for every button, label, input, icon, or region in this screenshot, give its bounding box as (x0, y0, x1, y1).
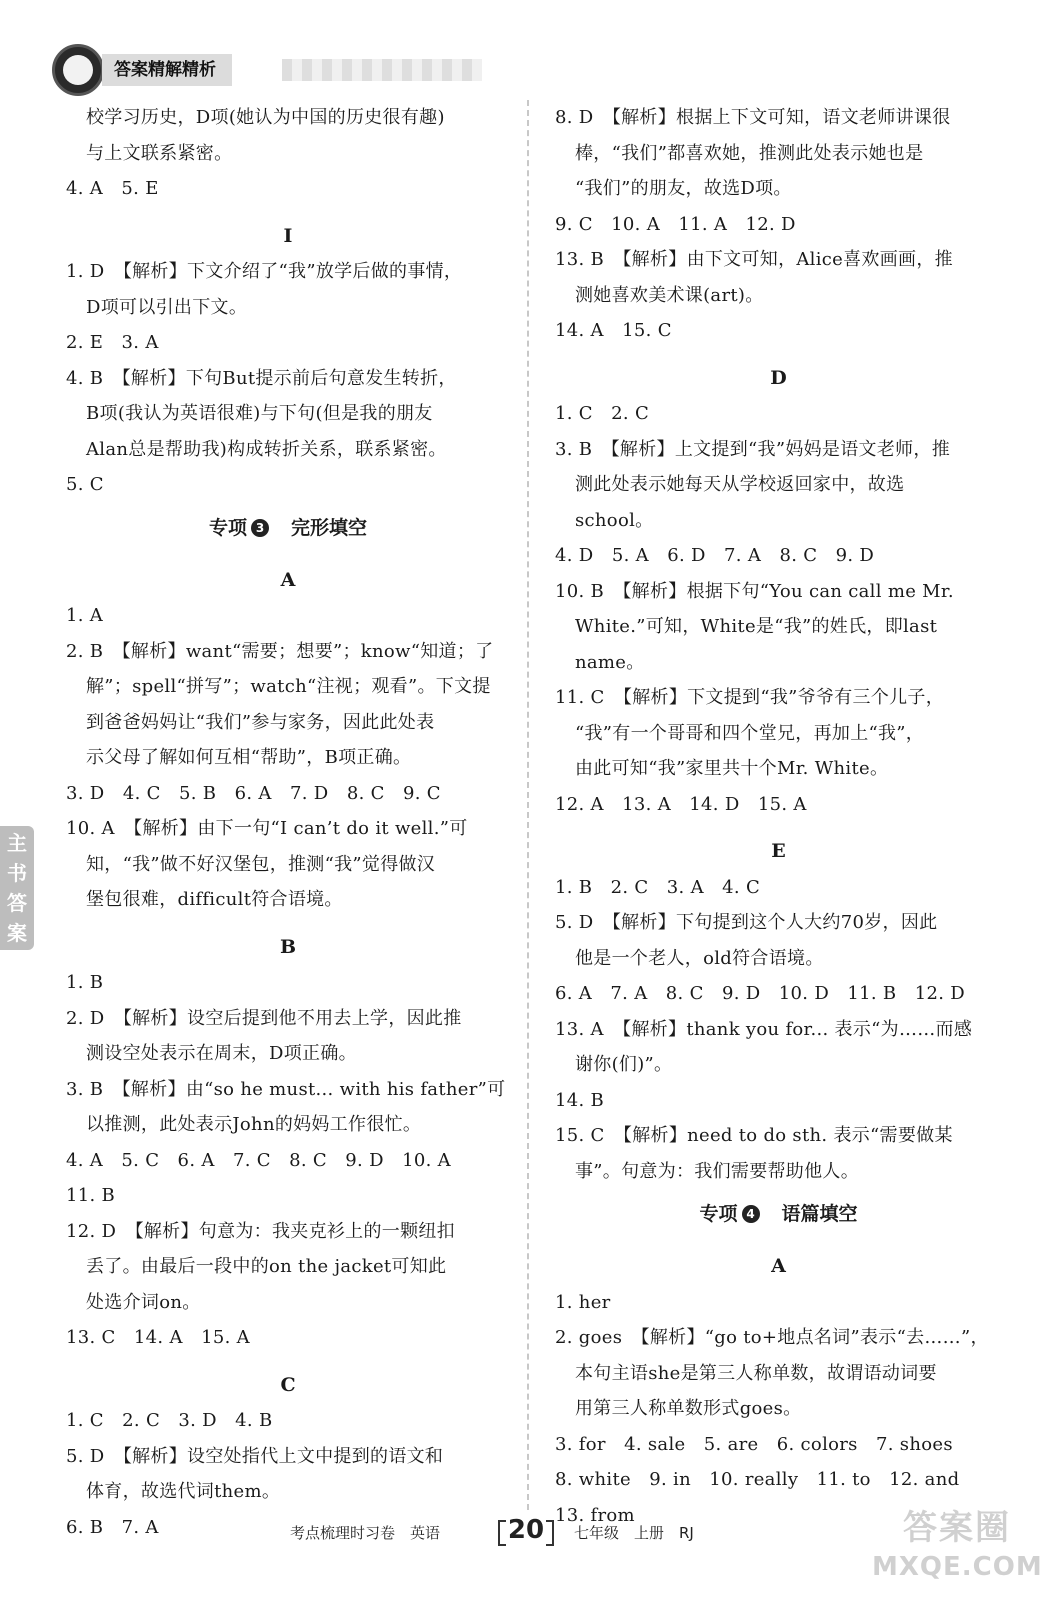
answer-continuation: 到爸爸妈妈让“我们”参与家务，因此此处表 (86, 711, 435, 733)
right-column (555, 100, 1002, 1533)
answer-line: 2. goes 【解析】“go to+地点名词”表示“去……”， (555, 1327, 989, 1348)
answer-line: 5. C (66, 474, 104, 495)
answer-continuation: 谢你(们)”。 (575, 1054, 673, 1075)
answer-line: 2. B 【解析】want“需要；想要”；know“知道；了 (66, 640, 494, 662)
answer-line: 5. D 【解析】设空处指代上文中提到的语文和 (66, 1445, 444, 1467)
answer-line: 11. B (66, 1185, 116, 1206)
answer-continuation: school。 (575, 509, 654, 531)
topic-title: 完形填空 (291, 516, 368, 539)
answer-line: 1. B 2. C 3. A 4. C (555, 876, 761, 898)
column-divider (527, 100, 529, 1510)
watermark (872, 1506, 1042, 1592)
answer-line: 10. A 【解析】由下一句“I can’t do it well.”可 (66, 818, 468, 839)
answer-line: 4. D 5. A 6. D 7. A 8. C 9. D (555, 545, 875, 566)
answer-continuation: 以推测，此处表示John的妈妈工作很忙。 (86, 1114, 422, 1135)
answer-line: 1. B (66, 972, 104, 993)
section-letter: A (771, 1255, 786, 1277)
watermark-line2: MXQE.COM (872, 1552, 1043, 1582)
topic-title: 语篇填空 (781, 1203, 858, 1225)
answer-continuation: 他是一个老人，old符合语境。 (575, 947, 824, 969)
answer-line: 3. D 4. C 5. B 6. A 7. D 8. C 9. C (66, 782, 441, 804)
section-letter: D (770, 366, 787, 389)
answer-continuation: 本句主语she是第三人称单数，故谓语动词要 (575, 1362, 937, 1384)
section-gap (66, 1356, 510, 1368)
answer-line: 8. white 9. in 10. really 11. to 12. and (555, 1469, 960, 1490)
publisher-logo-icon (52, 44, 104, 96)
answer-continuation: 与上文联系紧密。 (86, 142, 233, 164)
answer-line: 4. A 5. C 6. A 7. C 8. C 9. D 10. A (66, 1149, 451, 1171)
answer-continuation: 解”；spell“拼写”；watch“注视；观看”。下文提 (86, 676, 491, 697)
answer-continuation: 事”。句意为：我们需要帮助他人。 (575, 1160, 860, 1182)
answer-continuation: 知，“我”做不好汉堡包，推测“我”觉得做汉 (86, 853, 436, 875)
topic-number-badge: 4 (742, 1205, 760, 1223)
answer-line: 2. D 【解析】设空后提到他不用去上学，因此推 (66, 1007, 462, 1029)
topic-prefix: 专项 (699, 1203, 738, 1225)
answer-continuation: 测她喜欢美术课(art)。 (575, 284, 764, 306)
footer-book-title: 考点梳理时习卷 英语 (290, 1524, 441, 1542)
answer-line: 11. C 【解析】下文提到“我”爷爷有三个儿子， (555, 687, 945, 708)
answer-line: 9. C 10. A 11. A 12. D (555, 213, 796, 235)
section-letter: A (280, 568, 296, 591)
answer-line: 10. B 【解析】根据下句“You can call me Mr. (555, 580, 954, 602)
answer-line: 1. A (66, 605, 104, 626)
answer-line: 3. for 4. sale 5. are 6. colors 7. shoes (555, 1433, 953, 1455)
section-letter: B (279, 935, 297, 958)
section-gap (555, 822, 1002, 834)
section-gap (66, 551, 510, 563)
answer-continuation: 校学习历史，D项(她认为中国的历史很有趣) (86, 107, 445, 128)
header-decoration (282, 59, 482, 81)
answer-line: 8. D 【解析】根据上下文可知，语文老师讲课很 (555, 107, 951, 128)
answer-line: 13. B 【解析】由下文可知，Alice喜欢画画，推 (555, 249, 953, 270)
topic-heading (555, 1189, 1002, 1237)
answer-line: 1. C 2. C 3. D 4. B (66, 1410, 273, 1431)
answer-line: 1. D 【解析】下文介绍了“我”放学后做的事情， (66, 261, 463, 282)
side-tab (0, 826, 34, 950)
answer-line: 14. A 15. C (555, 320, 672, 341)
answer-line: 15. C 【解析】need to do sth. 表示“需要做某 (555, 1125, 953, 1146)
answer-continuation: 堡包很难，difficult符合语境。 (86, 889, 343, 910)
left-column (66, 100, 510, 1545)
answer-line: 14. B (555, 1089, 605, 1111)
answer-continuation: name。 (575, 651, 645, 673)
answer-continuation: 体育，故选代词them。 (86, 1481, 281, 1502)
page-header (52, 44, 452, 96)
answer-line: 3. B 【解析】由“so he must... with his father”可 (66, 1078, 506, 1100)
answer-line: 5. D 【解析】下句提到这个人大约70岁，因此 (555, 912, 938, 933)
header-brand: 答案精解精析 (102, 54, 232, 86)
answer-line: 3. B 【解析】上文提到“我”妈妈是语文老师，推 (555, 438, 951, 460)
section-letter: C (280, 1373, 296, 1396)
answer-line: 13. C 14. A 15. A (66, 1327, 250, 1348)
watermark-line1: 答案圈 (903, 1508, 1011, 1548)
answer-line: 4. A 5. E (66, 178, 159, 199)
answer-continuation: 用第三人称单数形式goes。 (575, 1398, 802, 1419)
answer-line: 6. B 7. A (66, 1516, 159, 1538)
topic-prefix: 专项 (208, 516, 247, 539)
answer-continuation: 棒，“我们”都喜欢她，推测此处表示她也是 (575, 142, 924, 164)
section-gap (555, 349, 1002, 361)
answer-line: 6. A 7. A 8. C 9. D 10. D 11. B 12. D (555, 983, 966, 1004)
page-number: 20 (496, 1512, 556, 1548)
answer-continuation: Alan总是帮助我)构成转折关系，联系紧密。 (86, 438, 447, 460)
section-gap (66, 207, 510, 219)
footer-grade: 七年级 上册 RJ (574, 1524, 694, 1542)
section-gap (66, 918, 510, 930)
answer-continuation: 丢了。由最后一段中的on the jacket可知此 (86, 1256, 447, 1277)
answer-line: 12. A 13. A 14. D 15. A (555, 793, 807, 815)
topic-number-badge: 3 (251, 519, 269, 537)
answer-continuation: 处选介词on。 (86, 1291, 201, 1313)
section-letter: I (283, 224, 293, 247)
answer-line: 1. C 2. C (555, 403, 650, 424)
topic-heading (66, 503, 510, 551)
answer-continuation: White.”可知，White是“我”的姓氏，即last (575, 616, 938, 637)
section-gap (555, 1237, 1002, 1249)
answer-line: 1. her (555, 1291, 611, 1313)
answer-continuation: 示父母了解如何互相“帮助”，B项正确。 (86, 747, 412, 768)
answer-line: 13. A 【解析】thank you for... 表示“为……而感 (555, 1018, 973, 1040)
section-letter: E (771, 840, 786, 862)
answer-continuation: “我们”的朋友，故选D项。 (575, 178, 792, 199)
answer-continuation: “我”有一个哥哥和四个堂兄，再加上“我”， (575, 722, 925, 744)
answer-line: 12. D 【解析】句意为：我夹克衫上的一颗纽扣 (66, 1220, 455, 1242)
answer-line: 2. E 3. A (66, 332, 159, 353)
answer-continuation: 测此处表示她每天从学校返回家中，故选 (575, 474, 905, 495)
answer-continuation: 由此可知“我”家里共十个Mr. White。 (575, 758, 889, 779)
answer-line: 13. from (555, 1504, 635, 1526)
side-tab-label: 主书答案 (7, 831, 27, 945)
answer-line: 4. B 【解析】下句But提示前后句意发生转折， (66, 367, 457, 389)
answer-continuation: D项可以引出下文。 (86, 296, 248, 318)
answer-continuation: 测设空处表示在周末，D项正确。 (86, 1043, 357, 1064)
answer-continuation: B项(我认为英语很难)与下句(但是我的朋友 (86, 403, 433, 424)
